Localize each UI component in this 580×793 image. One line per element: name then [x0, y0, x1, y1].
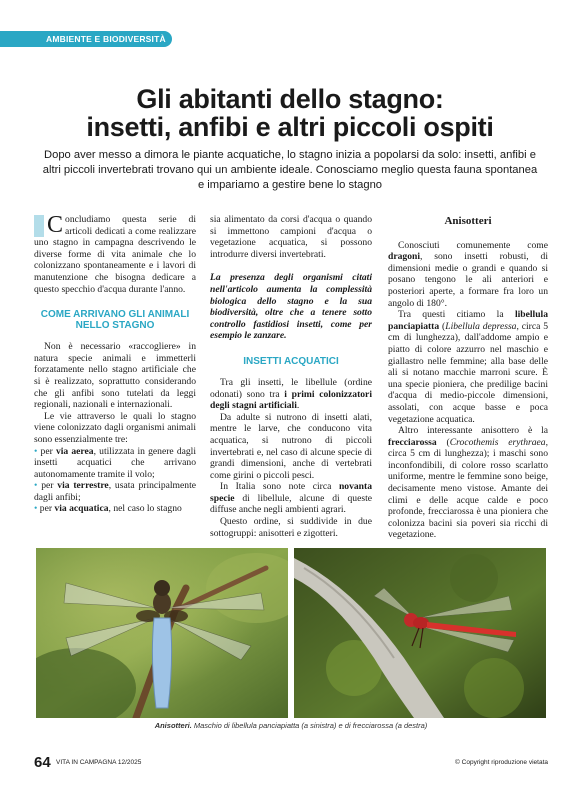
paragraph: Tra questi citiamo la libellula panciapiatta (Libellula depressa, circa 5 cm di lunghezza), dall'addome ampio e piatto di colore azzurro nel maschio e giallastro nelle femmine; alla base delle ali si notano macchie marroni scure. È una specie pioniera, che predilige bacini d'acqua di medio-piccole dimensioni, assolati, con acque basse e poca vegetazione acquatica. — [388, 309, 549, 425]
intro-paragraph — [34, 214, 196, 295]
paragraph-text: Non è necessario «raccogliere» in natura specie animali e immetterli forzatamente nello stagno artificiale che si è realizzato, soprattutto considerando che gli anfibi sono tutelati da leggi regionali, nazionali e internazionali. — [34, 341, 196, 411]
photo-libellula-panciapiatta — [36, 548, 288, 718]
paragraph: Altro interessante anisottero è la frecciarossa (Crocothemis erythraea, circa 5 cm di lunghezza); i maschi sono inconfondibili, di colore rosso scarlatto uniforme, mentre le femmine sono beige, decisamente meno vistose. Amante dei climi e delle acque calde e poco profonde, frecciarossa è una pioniera che colonizza bacini sia poveri sia ricchi di vegetazione. — [388, 425, 549, 541]
caption-label: Anisotteri. — [154, 721, 192, 730]
dragonfly-red-image — [294, 548, 546, 718]
paragraph: Tra gli insetti, le libellule (ordine odonati) sono tra i primi colonizzatori degli stagni artificiali. — [210, 376, 372, 412]
paragraph — [34, 341, 196, 411]
article-title — [20, 85, 560, 141]
bullet-item: • per via aerea, utilizzata in genere dagli insetti acquatici che arrivano autonomamente tramite il volo; — [34, 445, 196, 480]
bullet-icon: • — [34, 445, 38, 457]
copyright-notice: © Copyright riproduzione vietata — [455, 759, 548, 766]
caption-text: Maschio di libellula panciapiatta (a sinistra) e di frecciarossa (a destra) — [191, 721, 428, 730]
bullet-icon: • — [34, 480, 38, 492]
photo-caption — [36, 721, 546, 731]
column-2 — [210, 214, 372, 539]
dropcap-decoration — [34, 215, 44, 237]
paragraph: Questo ordine, si suddivide in due sottogruppi: anisotteri e zigotteri. — [210, 516, 372, 539]
dragonfly-blue-image — [36, 548, 288, 718]
heading-come-arrivano: COME ARRIVANO GLI ANIMALI NELLO STAGNO — [40, 309, 190, 332]
paragraph: sia alimentato da corsi d'acqua o quando si immettono campioni d'acqua o vegetazione acquatica, si possono introdurre diversi invertebrati. — [210, 214, 372, 260]
page-number: 64 — [34, 754, 51, 771]
bullet-item: • per via terrestre, usata principalmente dagli anfibi; — [34, 480, 196, 503]
paragraph: Conosciuti comunemente come dragoni, sono insetti robusti, di dimensioni medie o grandi e quando si posano tengono le ali anteriori e posteriori aperte, a formare fra loro un angolo di 180°. — [388, 239, 548, 309]
intro-text: oncludiamo questa serie di articoli dedicati a come realizzare uno stagno in campagna descrivendo le diverse forme di vita animale che lo colonizzano spontaneamente e i lavori di manutenzione che bisogna dedicare a questo specchio d'acqua durante l'anno. — [34, 214, 196, 295]
magazine-issue: VITA IN CAMPAGNA 12/2025 — [56, 759, 142, 766]
heading-insetti-acquatici: INSETTI ACQUATICI — [243, 355, 339, 367]
paragraph — [34, 411, 196, 446]
paragraph-text: Le vie attraverso le quali lo stagno viene colonizzato dagli organismi animali sono essenzialmente tre: — [34, 410, 196, 445]
page-footer — [34, 754, 548, 771]
bullet-icon: • — [34, 503, 38, 515]
paragraph: Da adulte si nutrono di insetti alati, mentre le larve, che conducono vita acquatica, si nutrono di piccoli invertebrati e, nel caso di alcune specie di grandi dimensioni, anche di vertebrati come girini o piccoli pesci. — [210, 411, 372, 481]
photo-frecciarossa — [294, 548, 546, 718]
column-1 — [34, 214, 196, 515]
highlight-paragraph: La presenza degli organismi citati nell'articolo aumenta la complessità biologica dello stagno e la sua biodiversità, oltre che a tenere sotto controllo fastidiosi insetti, come per esempio le zanzare. — [210, 272, 372, 342]
article-subtitle: Dopo aver messo a dimora le piante acquatiche, lo stagno inizia a popolarsi da solo: insetti, anfibi e altri piccoli invertebrati trovano qui un ambiente ideale. Conosciamo meglio questa fauna spontanea e impariamo a gestire bene lo stagno — [42, 149, 538, 191]
bullet-item: • per via acquatica, nel caso lo stagno — [34, 503, 182, 515]
dropcap: C — [47, 212, 64, 238]
paragraph: In Italia sono note circa novanta specie di libellule, alcune di queste diffuse anche negli ambienti agrari. — [210, 481, 372, 516]
heading-anisotteri: Anisotteri — [444, 215, 492, 227]
title-line-1: Gli abitanti dello stagno: — [136, 84, 444, 114]
column-3 — [388, 214, 548, 541]
title-line-2: insetti, anfibi e altri piccoli ospiti — [86, 112, 494, 142]
section-tab: AMBIENTE E BIODIVERSITÀ — [0, 31, 172, 47]
